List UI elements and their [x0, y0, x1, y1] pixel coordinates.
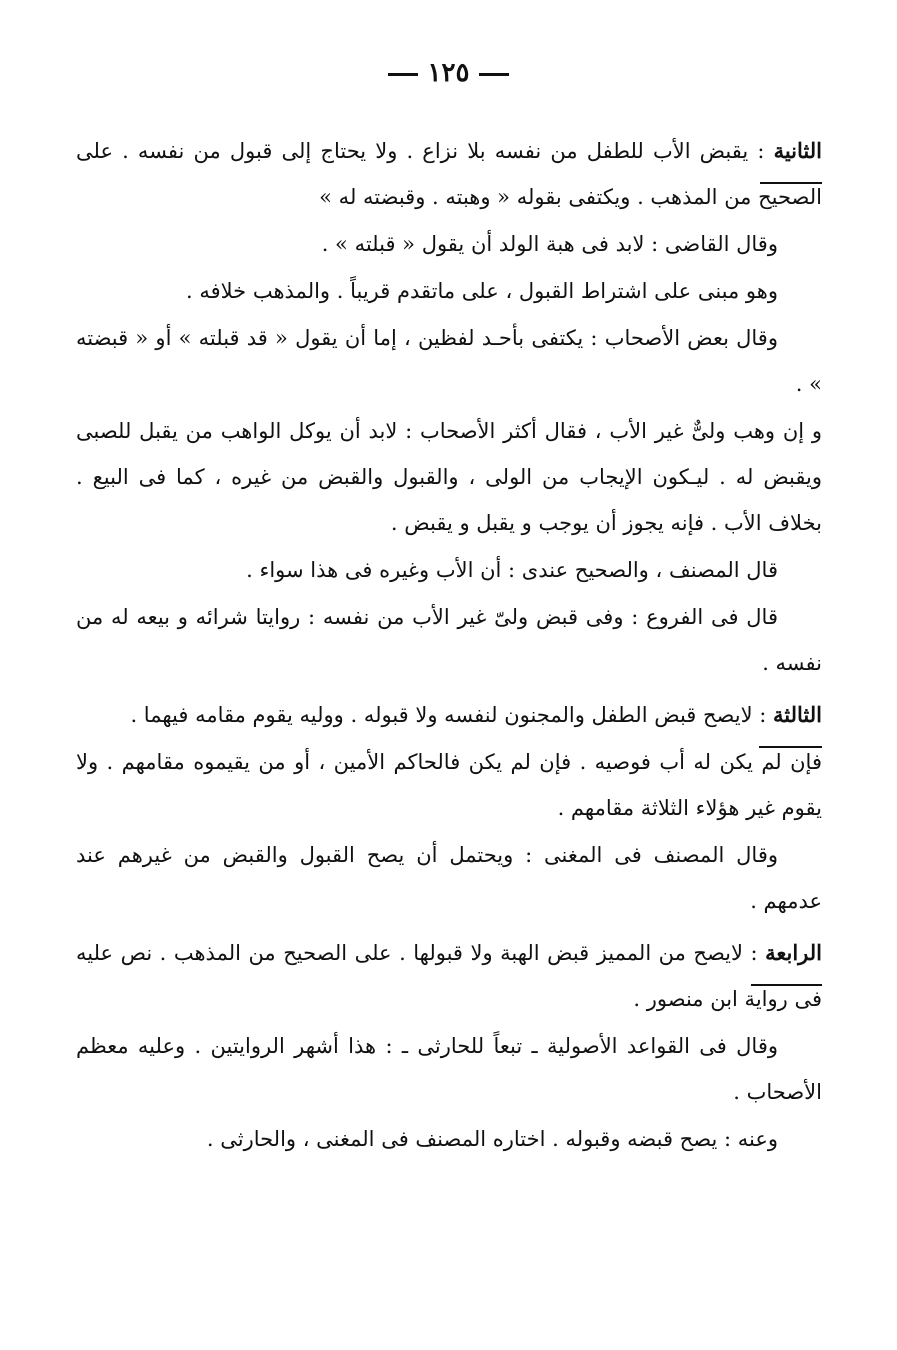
section-heading-third: الثالثة	[773, 692, 822, 738]
paragraph-mughni: وقال المصنف فى المغنى : ويحتمل أن يصح القبول والقبض من غيرهم عند عدمهم .	[76, 843, 822, 913]
paragraph-third-issue	[76, 692, 822, 738]
page-body	[76, 128, 822, 1163]
paragraph-furu: قال فى الفروع : وفى قبض ولىّ غير الأب من نفسه : روايتا شرائه و بيعه له من نفسه .	[76, 605, 822, 675]
page-number-text: ١٢٥	[427, 58, 470, 88]
paragraph-guardian-order: فإن لم يكن له أب فوصيه . فإن لم يكن فالحاكم الأمين ، أو من يقيموه مقامهم . ولا يقوم غير هؤلاء الثلاثة مقامهم .	[76, 750, 822, 820]
paragraph-second-issue	[76, 128, 822, 220]
paragraph-another-narration: وعنه : يصح قبضه وقبوله . اختاره المصنف فى المغنى ، والحارثى .	[206, 1127, 778, 1151]
paragraph-guardian-gift: و إن وهب ولىٌّ غير الأب ، فقال أكثر الأصحاب : لابد أن يوكل الواهب من يقبل للصبى ويقبض له . ليـكون الإيجاب من الولى ، والقبول والقبض من غيره ، كما فى البيع . بخلاف الأب . فإنه يجوز أن يوجب و يقبل و يقبض .	[76, 419, 822, 535]
paragraph-text: : لايصح قبض الطفل والمجنون لنفسه ولا قبوله . ووليه يقوم مقامه فيهما .	[130, 703, 767, 727]
paragraph-author-opinion: قال المصنف ، والصحيح عندى : أن الأب وغيره فى هذا سواء .	[246, 558, 778, 582]
paragraph-text: : يقبض الأب للطفل من نفسه بلا نزاع . ولا يحتاج إلى قبول من نفسه . على الصحيح من المذهب . ويكتفى بقوله « وهبته . وقبضته له »	[76, 139, 822, 209]
section-heading-fourth: الرابعة	[765, 930, 822, 976]
page-number-dash-left	[388, 73, 418, 76]
page-number-dash-right	[479, 73, 509, 76]
paragraph-acceptance-condition: وهو مبنى على اشتراط القبول ، على ماتقدم قريباً . والمذهب خلافه .	[186, 279, 778, 303]
paragraph-qadi: وقال القاضى : لابد فى هبة الولد أن يقول « قبلته » .	[321, 232, 778, 256]
paragraph-some-companions: وقال بعض الأصحاب : يكتفى بأحـد لفظين ، إما أن يقول « قد قبلته » أو « قبضته » .	[76, 326, 822, 396]
paragraph-fourth-issue	[76, 930, 822, 1022]
paragraph-text: : لايصح من المميز قبض الهبة ولا قبولها . على الصحيح من المذهب . نص عليه فى رواية ابن منصور .	[76, 941, 822, 1011]
section-heading-second: الثانية	[774, 128, 822, 174]
paragraph-qawaid: وقال فى القواعد الأصولية ـ تبعاً للحارثى ـ : هذا أشهر الروايتين . وعليه معظم الأصحاب .	[76, 1034, 822, 1104]
page-number	[0, 58, 897, 88]
